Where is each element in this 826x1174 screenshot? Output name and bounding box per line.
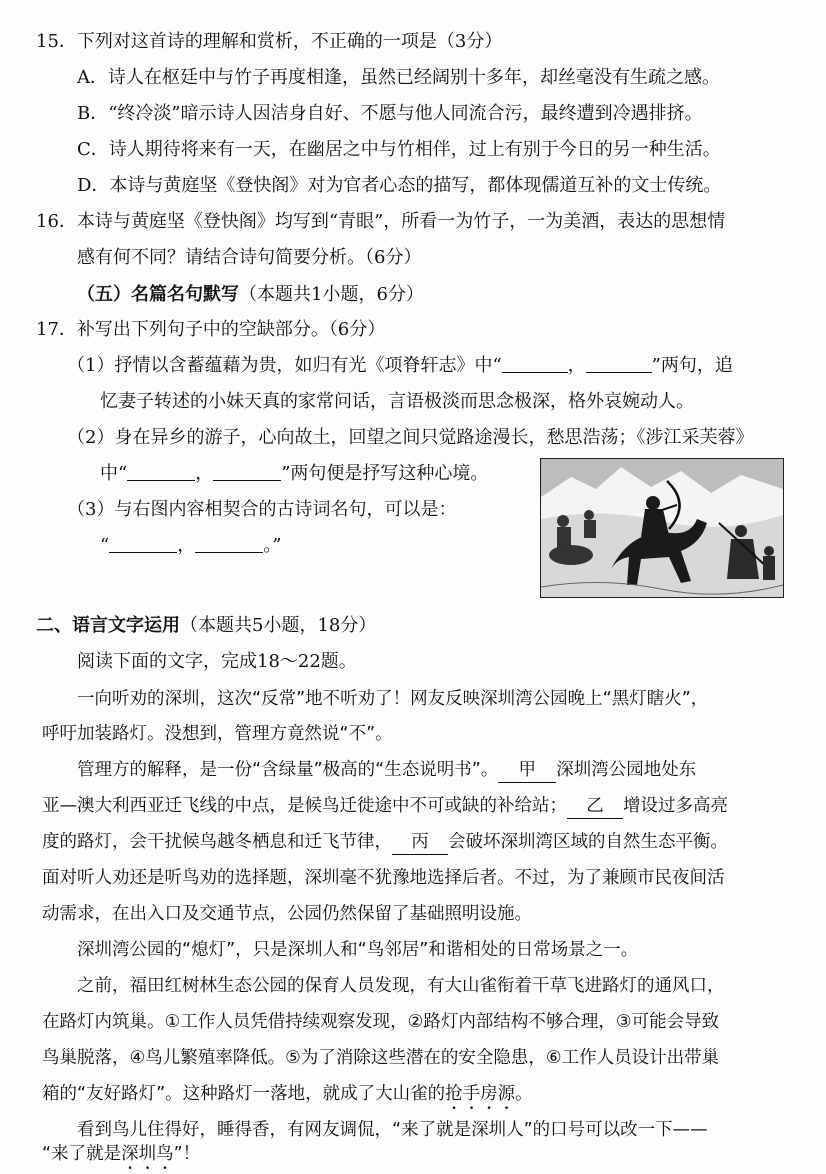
passage-text: 度的路灯，会干扰候鸟越冬栖息和迁飞节律， xyxy=(42,832,392,852)
passage-text: ”！ xyxy=(173,1144,201,1164)
blank-separator: ， xyxy=(567,355,586,376)
q16-line-1: 16．本诗与黄庭坚《登快阁》均写到“青眼”，所看一为竹子，一为美酒，表达的思想情 xyxy=(36,211,726,232)
section-5-title: （五）名篇名句默写 xyxy=(77,284,239,305)
answer-blank[interactable] xyxy=(502,354,568,373)
q15-option-b: B．“终冷淡”暗示诗人因洁身自好、不愿与他人同流合污，最终遭到冷遇排挤。 xyxy=(77,103,703,124)
passage-text: 亚—澳大利西亚迁飞线的中点，是候鸟迁徙途中不可或缺的补给站； xyxy=(42,796,567,816)
reading-instruction: 阅读下面的文字，完成18～22题。 xyxy=(77,651,357,672)
blank-separator: ， xyxy=(177,535,196,556)
q17-item-3-line-1: （3）与右图内容相契合的古诗词名句，可以是： xyxy=(67,499,457,520)
answer-blank[interactable] xyxy=(586,354,652,373)
answer-blank[interactable] xyxy=(109,534,177,553)
q15-stem: 15．下列对这首诗的理解和赏析，不正确的一项是（3分） xyxy=(36,31,503,52)
passage-text: “来了就是 xyxy=(42,1144,122,1164)
passage-text: 管理方的解释，是一份“含绿量”极高的“生态说明书”。 xyxy=(77,760,499,780)
passage-p4-line-1: 之前，福田红树林生态公园的保育人员发现，有大山雀衔着干草飞进路灯的通风口， xyxy=(77,976,725,996)
q17-stem: 17．补写出下列句子中的空缺部分。（6分） xyxy=(36,319,386,340)
passage-p1-line-1: 一向听劝的深圳，这次“反常”地不听劝了！网友反映深圳湾公园晚上“黑灯瞎火”， xyxy=(77,689,709,709)
passage-p2-line-1 xyxy=(77,758,696,783)
answer-blank[interactable] xyxy=(213,462,281,481)
quote-close: 。” xyxy=(263,535,282,556)
q17-item-2-line-1: （2）身在异乡的游子，心向故土，回望之间只觉路途漫长，愁思浩荡；《涉江采芙蓉》 xyxy=(67,427,754,448)
q15-option-c: C．诗人期待将来有一天，在幽居之中与竹相伴，过上有别于今日的另一种生活。 xyxy=(77,139,721,160)
emphasized-phrase: 深圳鸟 xyxy=(121,1144,174,1164)
q17-item-1-text: （1）抒情以含蓄蕴藉为贵，如归有光《项脊轩志》中“ xyxy=(67,355,502,376)
blank-bing[interactable]: 丙 xyxy=(392,830,448,855)
q15-option-d: D．本诗与黄庭坚《登快阁》对为官者心态的描写，都体现儒道互补的文士传统。 xyxy=(77,175,722,196)
passage-text: 深圳湾公园地处东 xyxy=(556,760,697,780)
q17-item-2-line-2 xyxy=(100,462,488,486)
ancient-warriors-on-horseback-illustration-icon xyxy=(541,459,783,597)
q17-item-2-text-end: ”两句便是抒写这种心境。 xyxy=(281,463,489,484)
warrior-illustration xyxy=(540,458,784,598)
q17-item-1-line-1 xyxy=(67,354,733,378)
section-5-heading xyxy=(77,283,424,307)
q15-option-a: A．诗人在枢廷中与竹子再度相逢，虽然已经阔别十多年，却丝毫没有生疏之感。 xyxy=(77,67,720,88)
passage-p2-line-4: 面对听人劝还是听鸟劝的选择题，深圳毫不犹豫地选择后者。不过，为了兼顾市民夜间活 xyxy=(42,868,725,888)
passage-text: 。 xyxy=(515,1084,533,1104)
passage-p4-line-2: 在路灯内筑巢。①工作人员凭借持续观察发现，②路灯内部结构不够合理，③可能会导致 xyxy=(42,1012,720,1032)
passage-text: 增设过多高亮 xyxy=(623,796,728,816)
q17-item-2-text: 中“ xyxy=(100,463,128,484)
answer-blank[interactable] xyxy=(195,534,263,553)
passage-p1-line-2: 呼吁加装路灯。没想到，管理方竟然说“不”。 xyxy=(42,724,393,744)
section-2-title: 二、语言文字运用 xyxy=(36,615,180,636)
passage-p2-line-2 xyxy=(42,794,728,819)
passage-p5-line-2 xyxy=(42,1142,200,1174)
emphasized-phrase: 抢手房源 xyxy=(445,1084,516,1104)
passage-p4-line-4 xyxy=(42,1082,533,1114)
section-2-heading xyxy=(36,614,376,638)
q17-item-1-line-2: 忆妻子转述的小妹天真的家常问话，言语极淡而思念极深，格外哀婉动人。 xyxy=(100,391,694,412)
passage-p4-line-3: 鸟巢脱落，④鸟儿繁殖率降低。⑤为了消除这些潜在的安全隐患，⑥工作人员设计出带巢 xyxy=(42,1048,720,1068)
passage-p3: 深圳湾公园的“熄灯”，只是深圳人和“鸟邻居”和谐相处的日常场景之一。 xyxy=(77,940,639,960)
passage-p5-line-1: 看到鸟儿住得好，睡得香，有网友调侃，“来了就是深圳人”的口号可以改一下—— xyxy=(77,1120,708,1140)
q16-line-2: 感有何不同？请结合诗句简要分析。（6分） xyxy=(77,247,422,268)
q17-item-3-line-2 xyxy=(100,534,281,558)
blank-yi[interactable]: 乙 xyxy=(567,794,623,819)
q17-item-1-text-end: ”两句，追 xyxy=(651,355,733,376)
passage-text: 会破坏深圳湾区域的自然生态平衡。 xyxy=(448,832,728,852)
passage-p2-line-5: 动需求，在出入口及交通节点，公园仍然保留了基础照明设施。 xyxy=(42,904,532,924)
answer-blank[interactable] xyxy=(127,462,195,481)
blank-separator: ， xyxy=(195,463,214,484)
passage-p2-line-3 xyxy=(42,830,728,855)
quote-open: “ xyxy=(100,535,110,556)
section-5-note: （本题共1小题，6分） xyxy=(239,284,424,305)
blank-jia[interactable]: 甲 xyxy=(498,758,556,783)
passage-text: 箱的“友好路灯”。这种路灯一落地，就成了大山雀的 xyxy=(42,1084,446,1104)
section-2-note: （本题共5小题，18分） xyxy=(180,615,377,636)
